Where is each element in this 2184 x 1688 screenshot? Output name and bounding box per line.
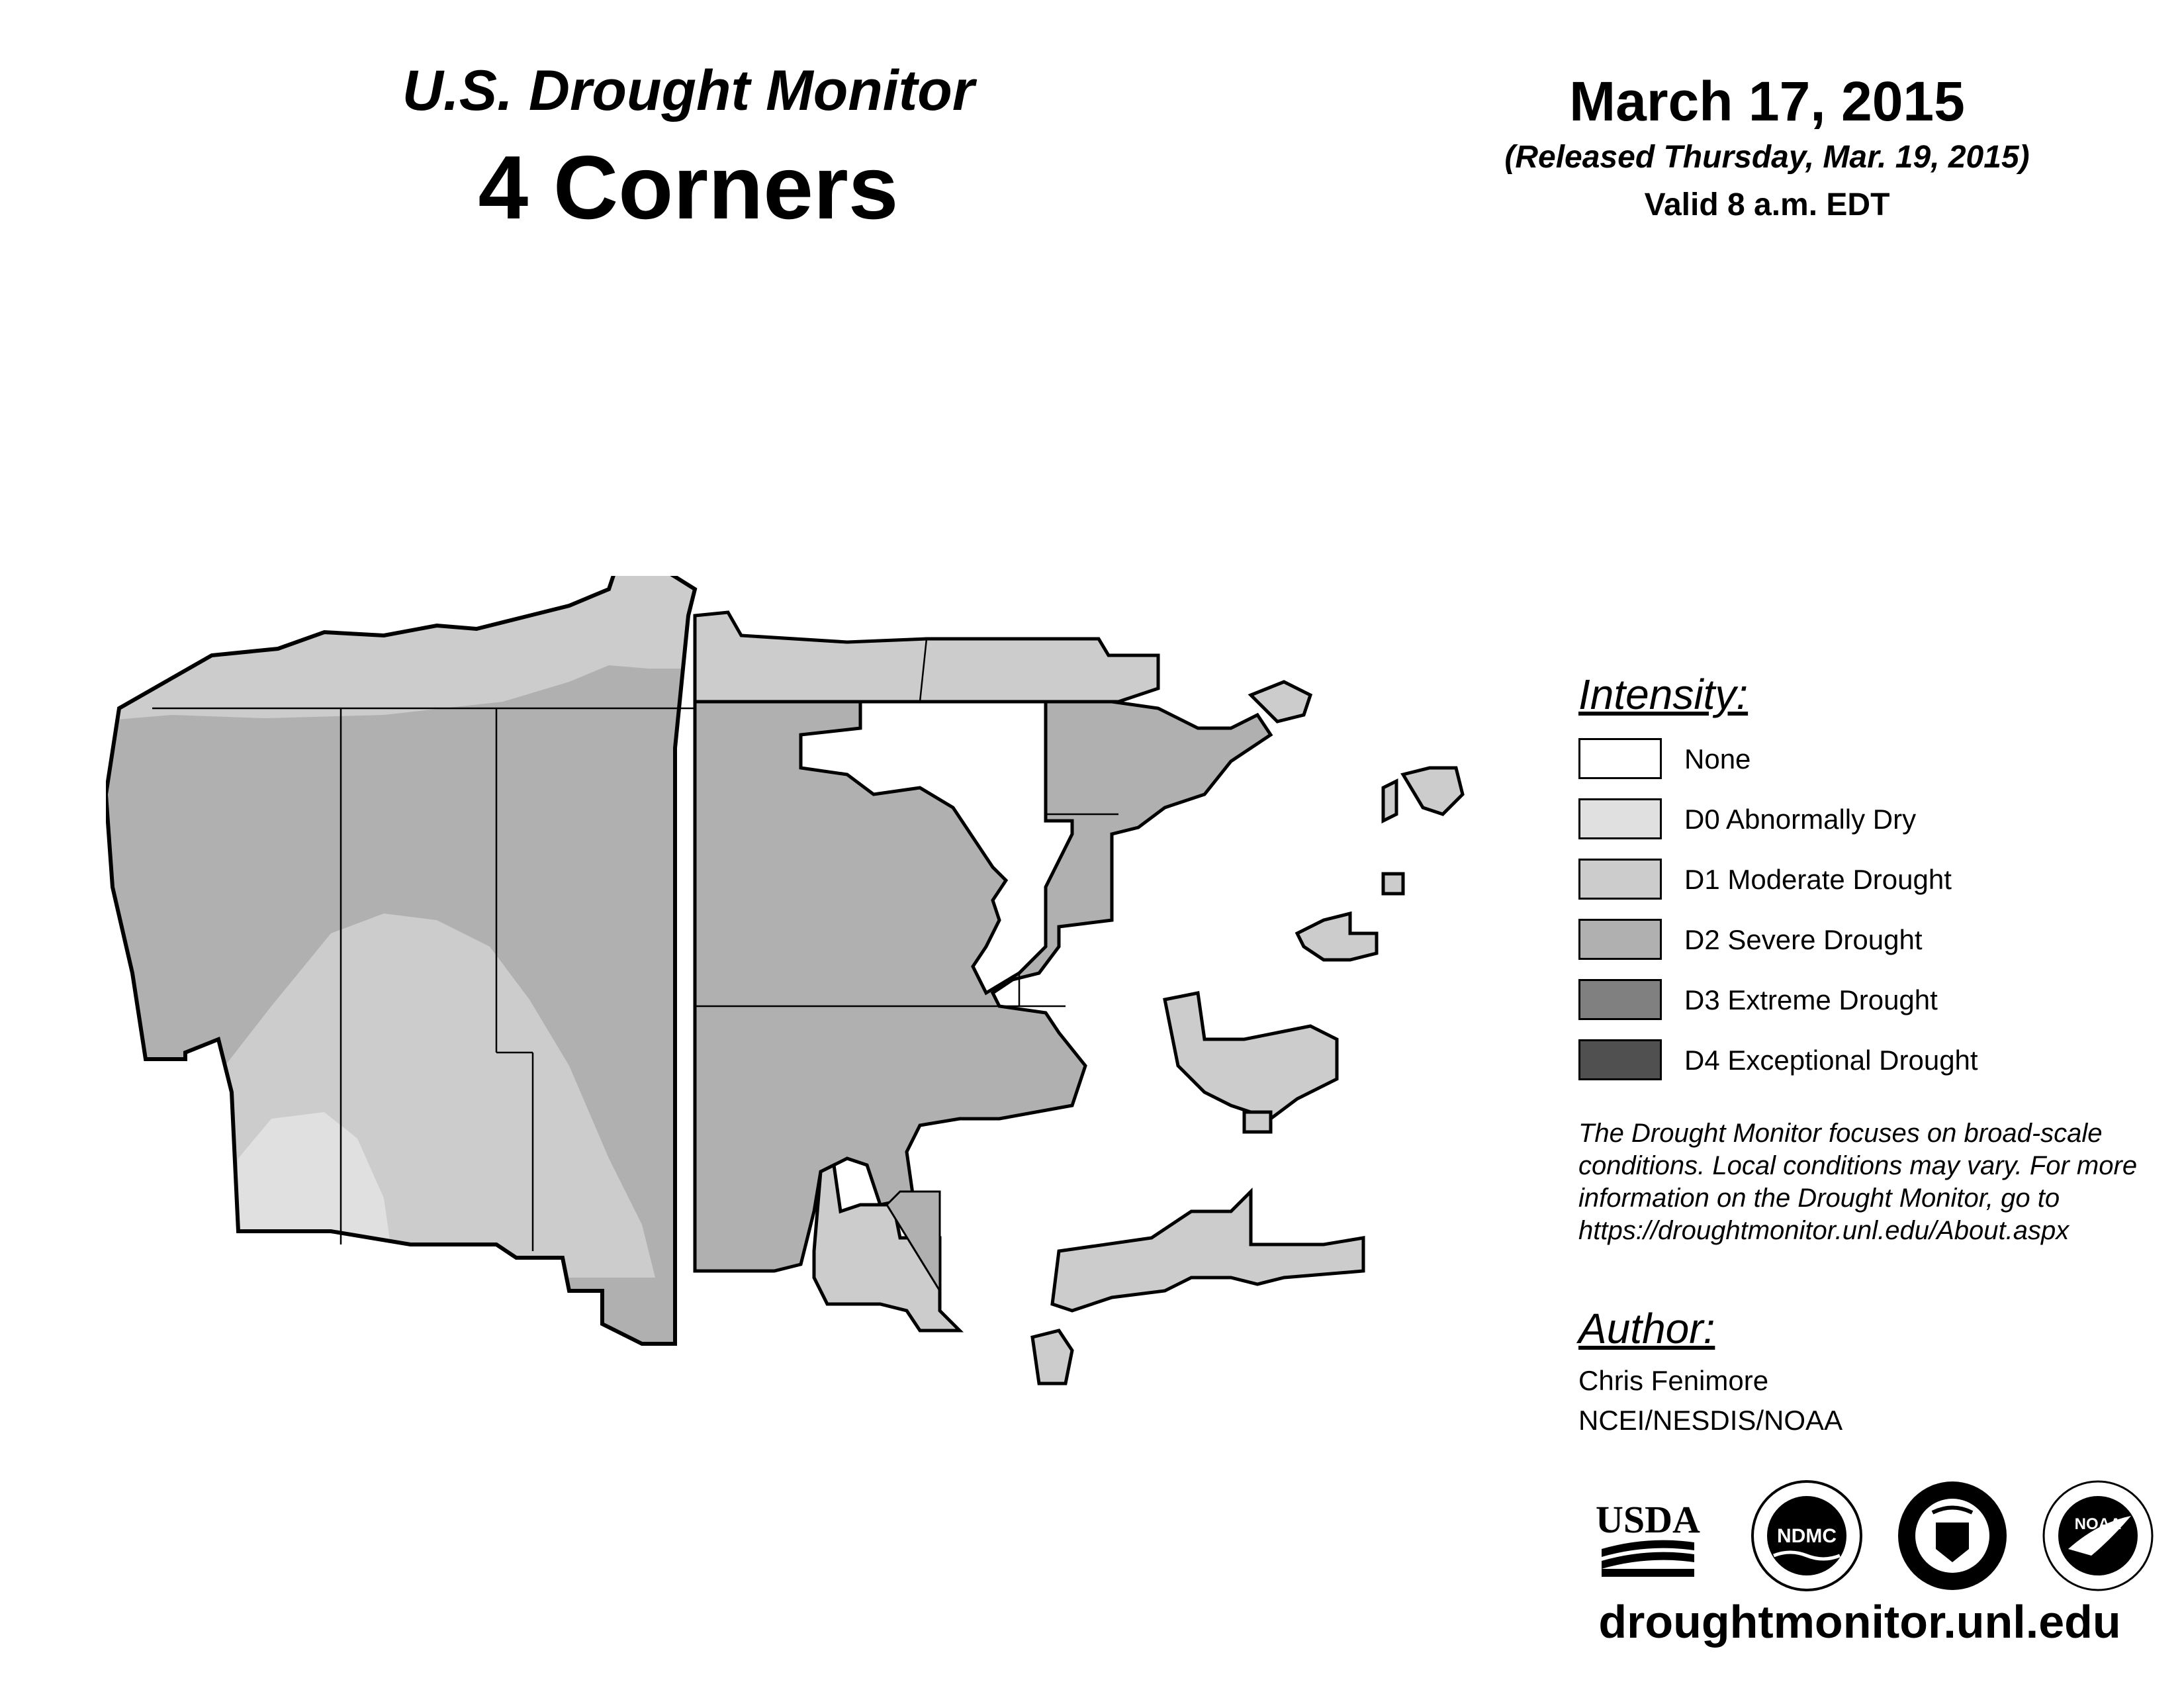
usda-logo-icon bbox=[1588, 1476, 1707, 1595]
release-date: (Released Thursday, Mar. 19, 2015) bbox=[1504, 140, 2030, 175]
map-date: March 17, 2015 bbox=[1569, 70, 1965, 132]
commerce-seal-icon bbox=[1893, 1476, 2012, 1595]
legend-label: D1 Moderate Drought bbox=[1684, 864, 1952, 895]
legend-swatch bbox=[1578, 919, 1662, 960]
legend-swatch bbox=[1578, 798, 1662, 839]
author-organization: NCEI/NESDIS/NOAA bbox=[1578, 1405, 1843, 1436]
legend-swatch bbox=[1578, 859, 1662, 900]
valid-time: Valid 8 a.m. EDT bbox=[1644, 187, 1890, 222]
website-url: droughtmonitor.unl.edu bbox=[1598, 1596, 2121, 1648]
legend-swatch bbox=[1578, 979, 1662, 1020]
legend-label: D3 Extreme Drought bbox=[1684, 984, 1938, 1015]
usda-logo-text: USDA bbox=[1596, 1498, 1700, 1541]
drought-map bbox=[106, 576, 1549, 1403]
legend-swatch bbox=[1578, 1039, 1662, 1080]
noaa-logo-icon bbox=[2038, 1476, 2158, 1595]
title-region: 4 Corners bbox=[478, 137, 899, 238]
title-drought-monitor: U.S. Drought Monitor bbox=[402, 59, 975, 122]
legend-label: None bbox=[1684, 743, 1751, 774]
legend-label: D0 Abnormally Dry bbox=[1684, 804, 1917, 835]
legend-label: D2 Severe Drought bbox=[1684, 924, 1923, 955]
west-region bbox=[106, 576, 702, 1370]
author-heading: Author: bbox=[1578, 1305, 1715, 1352]
legend-title: Intensity: bbox=[1578, 671, 1749, 718]
disclaimer-note: The Drought Monitor focuses on broad-scale conditions. Local conditions may vary. For more information on the Drought Monitor, go to https://droughtmonitor.unl.edu/About.aspx bbox=[1578, 1119, 2138, 1245]
legend-swatch bbox=[1578, 738, 1662, 779]
ndmc-logo-text: NDMC bbox=[1777, 1525, 1837, 1547]
noaa-logo-text: NOAA bbox=[2074, 1515, 2122, 1533]
ndmc-logo-icon bbox=[1747, 1476, 1866, 1595]
legend-label: D4 Exceptional Drought bbox=[1684, 1045, 1978, 1076]
author-name: Chris Fenimore bbox=[1578, 1365, 1769, 1396]
